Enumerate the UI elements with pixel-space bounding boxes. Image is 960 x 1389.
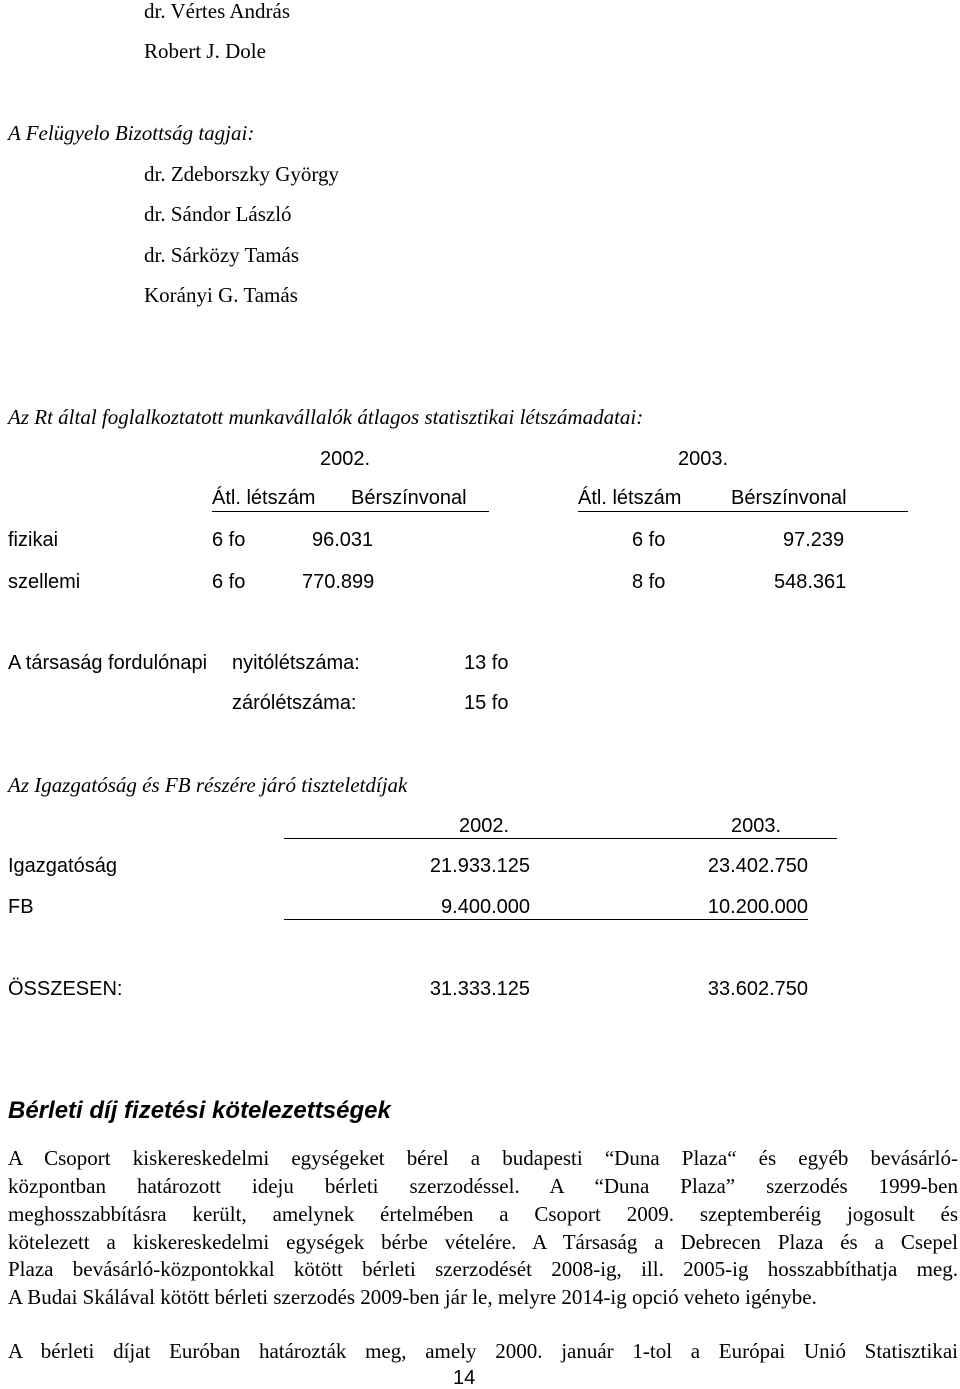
- lease-paragraph-line: Plaza bevásárló-központokkal kötött bérleti szerzodését 2008-ig, ill. 2005-ig hosszabbíthatja meg.: [8, 1257, 958, 1281]
- col-header-wage-2002: Bérszínvonal: [351, 487, 467, 509]
- staff-cell: 96.031: [312, 529, 374, 551]
- closing-headcount-value: 15 fo: [464, 692, 509, 714]
- fees-row-label: FB: [8, 896, 34, 918]
- lease-heading: Bérleti díj fizetési kötelezettségek: [8, 1097, 391, 1124]
- fees-year-2002: 2002.: [459, 815, 510, 837]
- fees-sum-underline: [284, 919, 808, 920]
- staff-year-2002: 2002.: [320, 448, 371, 470]
- opening-headcount-value: 13 fo: [464, 652, 509, 674]
- supervisory-board-heading: A Felügyelo Bizottság tagjai:: [8, 121, 255, 145]
- col-header-avg-headcount-2003: Átl. létszám: [578, 487, 682, 509]
- staff-cell: 548.361: [774, 571, 847, 593]
- lease-paragraph-line: központban határozott ideju bérleti szerzodéssel. A “Duna Plaza” szerzodés 1999-ben: [8, 1174, 958, 1198]
- supervisory-member-name: dr. Zdeborszky György: [144, 162, 339, 186]
- lease-next-paragraph-line: A bérleti díjat Euróban határozták meg, amely 2000. január 1-tol a Európai Unió Statisztikai: [8, 1339, 958, 1363]
- staff-cell: 6 fo: [632, 529, 666, 551]
- fees-header-underline: [284, 838, 837, 839]
- opening-headcount-label: nyitólétszáma:: [232, 652, 360, 674]
- fees-cell: 10.200.000: [707, 896, 808, 918]
- col-header-wage-2003: Bérszínvonal: [731, 487, 847, 509]
- col-header-avg-headcount-2002: Átl. létszám: [212, 487, 316, 509]
- staff-cell: 8 fo: [632, 571, 666, 593]
- staff-cell: 770.899: [302, 571, 375, 593]
- staff-statistics-heading: Az Rt által foglalkoztatott munkavállalók átlagos statisztikai létszámadatai:: [8, 405, 644, 429]
- headcount-prefix: A társaság fordulónapi: [8, 652, 208, 674]
- supervisory-member-name: dr. Sándor László: [144, 202, 292, 226]
- fees-total-label: ÖSSZESEN:: [8, 978, 123, 1000]
- board-member-name: dr. Vértes András: [144, 0, 291, 23]
- staff-year-2003: 2003.: [678, 448, 729, 470]
- page-number: 14: [453, 1367, 476, 1389]
- supervisory-member-name: dr. Sárközy Tamás: [144, 243, 300, 267]
- board-member-name: Robert J. Dole: [144, 39, 266, 63]
- fees-cell: 9.400.000: [441, 896, 530, 918]
- staff-row-label: fizikai: [8, 529, 59, 551]
- closing-headcount-label: zárólétszáma:: [232, 692, 357, 714]
- lease-paragraph-line: A Csoport kiskereskedelmi egységeket bérel a budapesti “Duna Plaza“ és egyéb bevásárló-: [8, 1146, 958, 1170]
- fees-heading: Az Igazgatóság és FB részére járó tiszteletdíjak: [8, 773, 408, 797]
- staff-cell: 97.239: [783, 529, 845, 551]
- staff-cell: 6 fo: [212, 529, 246, 551]
- fees-year-2003: 2003.: [731, 815, 782, 837]
- header-underline-2002: [212, 511, 489, 512]
- header-underline-2003: [578, 511, 908, 512]
- lease-paragraph-line: A Budai Skálával kötött bérleti szerzodés 2009-ben jár le, melyre 2014-ig opció veheto igénybe.: [8, 1285, 817, 1309]
- staff-row-label: szellemi: [8, 571, 81, 593]
- staff-cell: 6 fo: [212, 571, 246, 593]
- lease-paragraph-line: meghosszabbításra került, amelynek értelmében a Csoport 2009. szeptemberéig jogosult és: [8, 1202, 958, 1226]
- fees-total-cell: 33.602.750: [707, 978, 808, 1000]
- fees-cell: 21.933.125: [429, 855, 530, 877]
- fees-cell: 23.402.750: [707, 855, 808, 877]
- lease-paragraph-line: kötelezett a kiskereskedelmi egységek bérbe vételére. A Társaság a Debrecen Plaza és a Csepel: [8, 1230, 958, 1254]
- fees-row-label: Igazgatóság: [8, 855, 117, 877]
- fees-total-cell: 31.333.125: [429, 978, 530, 1000]
- supervisory-member-name: Korányi G. Tamás: [144, 283, 298, 307]
